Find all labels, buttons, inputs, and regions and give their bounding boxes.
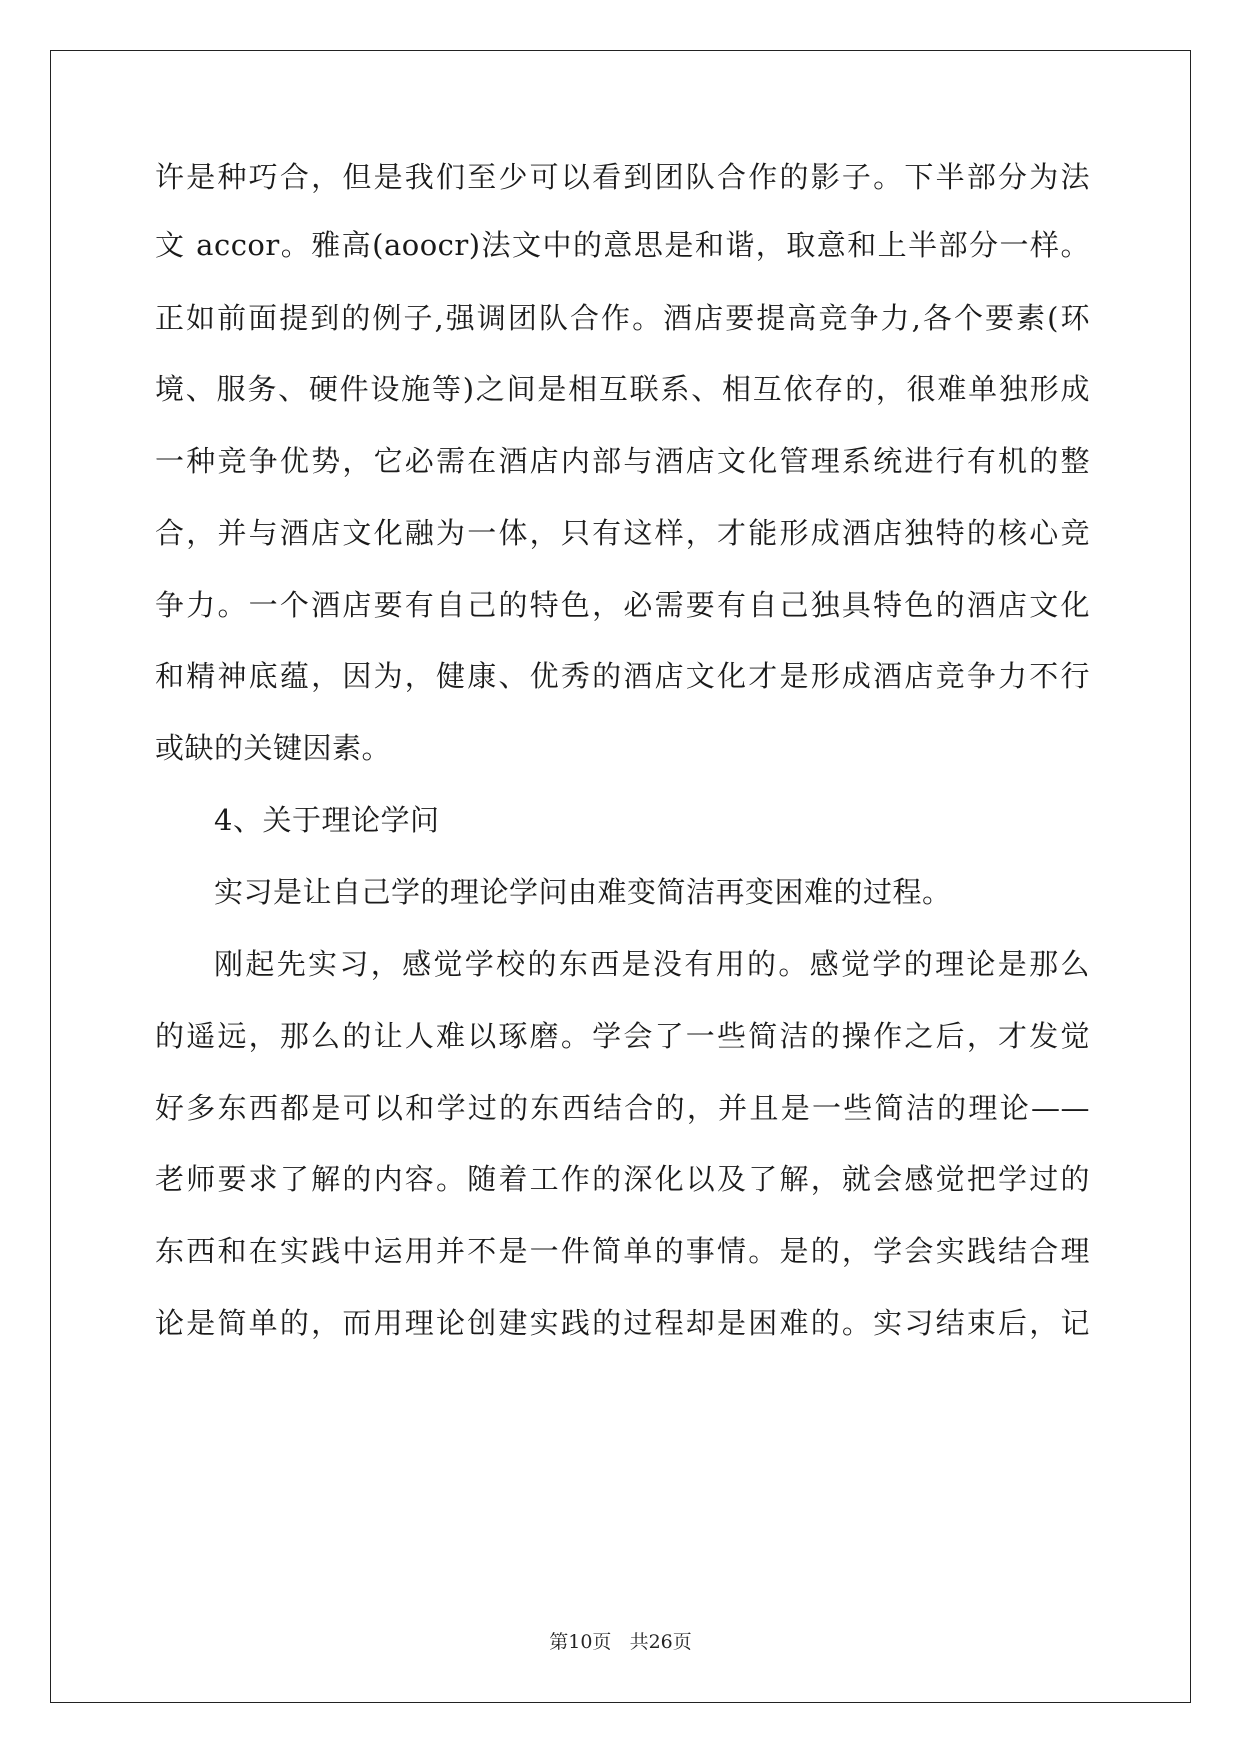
body-line: 一种竞争优势，它必需在酒店内部与酒店文化管理系统进行有机的整	[155, 444, 1090, 478]
body-line: 文 accor。雅高(aoocr)法文中的意思是和谐，取意和上半部分一样。	[155, 228, 1090, 262]
body-line: 合，并与酒店文化融为一体，只有这样，才能形成酒店独特的核心竞	[155, 516, 1090, 550]
body-line: 老师要求了解的内容。随着工作的深化以及了解，就会感觉把学过的	[155, 1162, 1090, 1196]
body-line: 正如前面提到的例子,强调团队合作。酒店要提高竞争力,各个要素(环	[155, 301, 1090, 335]
body-line: 的遥远，那么的让人难以琢磨。学会了一些简洁的操作之后，才发觉	[155, 1019, 1090, 1053]
footer-total-suffix: 页	[672, 1631, 692, 1653]
body-line: 和精神底蕴，因为，健康、优秀的酒店文化才是形成酒店竞争力不行	[155, 659, 1090, 693]
footer-page-total: 26	[648, 1631, 673, 1653]
section-heading: 4、关于理论学问	[214, 803, 440, 837]
body-line: 或缺的关键因素。	[155, 731, 392, 765]
footer-page-suffix: 页	[592, 1631, 612, 1653]
body-line: 好多东西都是可以和学过的东西结合的，并且是一些简洁的理论——	[155, 1091, 1090, 1125]
paragraph-first-line: 实习是让自己学的理论学问由难变简洁再变困难的过程。	[214, 875, 952, 909]
footer-total-prefix: 共	[629, 1631, 649, 1653]
body-line: 境、服务、硬件设施等)之间是相互联系、相互依存的，很难单独形成	[155, 372, 1090, 406]
body-line: 许是种巧合，但是我们至少可以看到团队合作的影子。下半部分为法	[155, 160, 1090, 194]
page-footer	[0, 1630, 1241, 1654]
body-line: 论是简单的，而用理论创建实践的过程却是困难的。实习结束后，记	[155, 1306, 1090, 1340]
body-line: 东西和在实践中运用并不是一件简单的事情。是的，学会实践结合理	[155, 1234, 1090, 1268]
body-line: 争力。一个酒店要有自己的特色，必需要有自己独具特色的酒店文化	[155, 588, 1090, 622]
paragraph-first-line: 刚起先实习，感觉学校的东西是没有用的。感觉学的理论是那么	[214, 947, 1090, 981]
footer-page-current: 10	[568, 1631, 593, 1653]
footer-page-prefix: 第	[549, 1631, 569, 1653]
